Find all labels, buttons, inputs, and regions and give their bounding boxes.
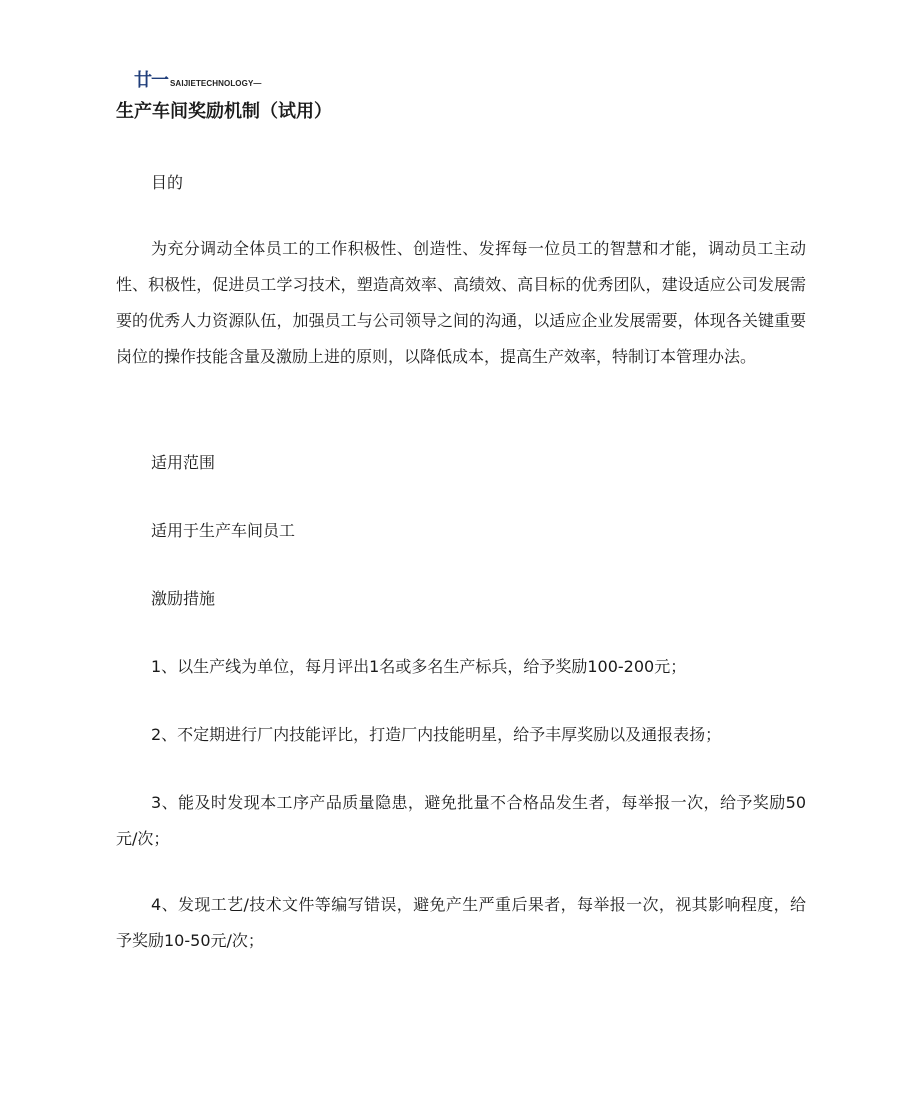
measure-item: 2、不定期进行厂内技能评比，打造厂内技能明星，给予丰厚奖励以及通报表扬；: [151, 725, 722, 744]
logo-mark: 廿一: [134, 70, 168, 91]
logo-text: SAIJIETECHNOLOGY—: [170, 78, 262, 88]
company-logo: [134, 72, 262, 90]
document-title: 生产车间奖励机制（试用）: [116, 101, 332, 122]
section-heading-purpose: 目的: [151, 173, 184, 192]
measure-item: 1、以生产线为单位，每月评出1名或多名生产标兵，给予奖励100-200元；: [151, 657, 687, 676]
section-heading-scope: 适用范围: [151, 453, 216, 472]
measure-item: 4、发现工艺/技术文件等编写错误，避免产生严重后果者，每举报一次，视其影响程度，给予奖励10-50元/次；: [116, 895, 806, 950]
section-heading-measures: 激励措施: [151, 589, 216, 608]
scope-paragraph: 适用于生产车间员工: [151, 521, 296, 540]
measure-item: 3、能及时发现本工序产品质量隐患，避免批量不合格品发生者，每举报一次，给予奖励50元/次；: [116, 793, 806, 848]
purpose-paragraph: 为充分调动全体员工的工作积极性、创造性、发挥每一位员工的智慧和才能，调动员工主动性、积极性，促进员工学习技术，塑造高效率、高绩效、高目标的优秀团队，建设适应公司发展需要的优秀人力资源队伍，加强员工与公司领导之间的沟通，以适应企业发展需要，体现各关键重要岗位的操作技能含量及激励上进的原则，以降低成本，提高生产效率，特制订本管理办法。: [116, 239, 806, 366]
